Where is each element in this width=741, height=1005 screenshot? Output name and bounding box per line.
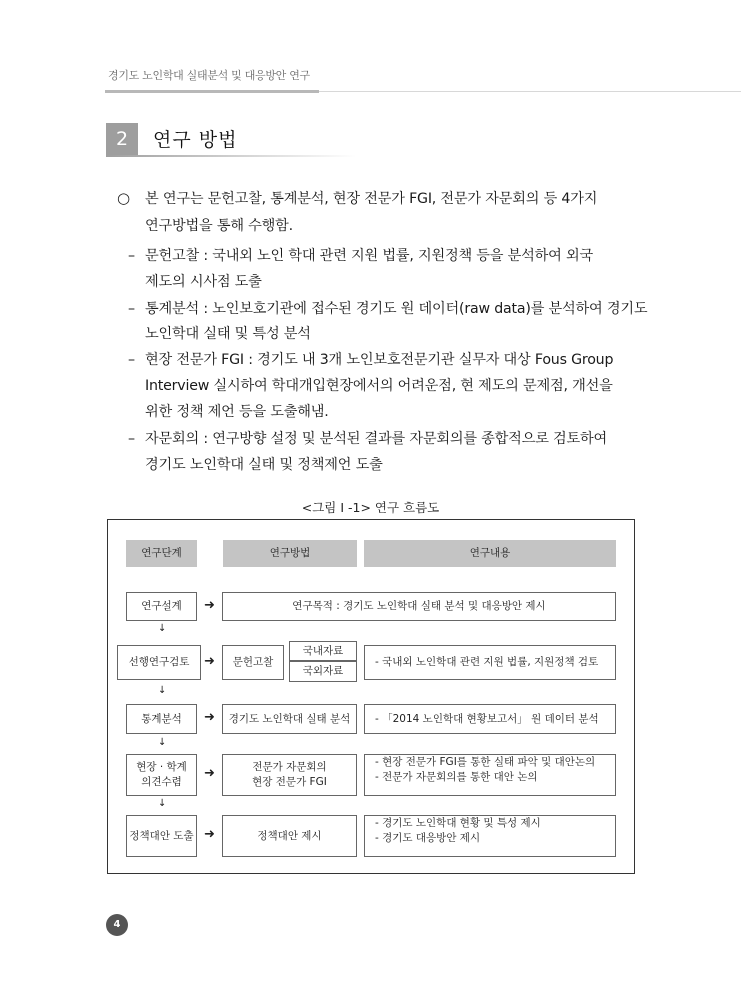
dash-bullet-icon: –: [128, 301, 136, 317]
stage-opinion-line-2: 의견수렴: [141, 776, 182, 788]
stage-research-design: 연구설계: [126, 592, 197, 621]
arrow-down-icon: ↓: [158, 685, 167, 696]
content-raw-data-analysis: - 「2014 노인학대 현황보고서」 원 데이터 분석: [364, 704, 616, 734]
content-literature-review: - 국내외 노인학대 관련 지원 법률, 지원정책 검토: [364, 645, 616, 680]
running-header: 경기도 노인학대 실태분석 및 대응방안 연구: [108, 69, 310, 82]
figure-caption: <그림 Ⅰ -1> 연구 흐름도: [301, 500, 440, 515]
arrow-right-icon: ➜: [204, 766, 215, 781]
header-rule: [105, 90, 319, 93]
content-expert-discussion: [364, 754, 616, 796]
page-number-badge: 4: [106, 914, 128, 936]
item-fgi-line-3: 위한 정책 제언 등을 도출해냄.: [145, 404, 329, 420]
arrow-down-icon: ↓: [158, 798, 167, 809]
stage-statistics: 통계분석: [126, 704, 197, 734]
item-advisory-line-1: 자문회의 : 연구방향 설정 및 분석된 결과를 자문회의를 종합적으로 검토하여: [145, 431, 608, 447]
method-expert-fgi: [222, 754, 357, 796]
dash-bullet-icon: –: [128, 352, 136, 368]
method-expert-line-2: 현장 전문가 FGI: [252, 776, 327, 788]
intro-line-1: 본 연구는 문헌고찰, 통계분석, 현장 전문가 FGI, 전문가 자문회의 등 4가지: [145, 191, 598, 207]
arrow-right-icon: ➜: [204, 827, 215, 842]
item-advisory-line-2: 경기도 노인학대 실태 및 정책제언 도출: [145, 457, 383, 473]
method-domestic-sources: 국내자료: [289, 641, 357, 661]
method-literature-review: 문헌고찰: [222, 645, 284, 680]
header-stage: 연구단계: [126, 540, 197, 567]
stage-policy-alternatives: 정책대안 도출: [126, 815, 197, 857]
header-rule-light: [319, 91, 741, 92]
method-policy-proposal: 정책대안 제시: [222, 815, 357, 857]
method-expert-line-1: 전문가 자문회의: [252, 761, 327, 773]
stage-prior-research: 선행연구검토: [117, 645, 201, 680]
circle-bullet-icon: ○: [117, 189, 131, 207]
item-statistics-line-1: 통계분석 : 노인보호기관에 접수된 경기도 원 데이터(raw data)를 분석하여 경기도: [145, 301, 648, 317]
section-title: 연구 방법: [153, 129, 238, 151]
item-fgi-line-2: Interview 실시하여 학대개입현장에서의 어려운점, 현 제도의 문제점, 개선을: [145, 378, 613, 394]
content-policy-line-2: - 경기도 대응방안 제시: [375, 832, 481, 844]
section-underline: [106, 155, 356, 157]
arrow-right-icon: ➜: [204, 654, 215, 669]
method-abuse-analysis: 경기도 노인학대 실태 분석: [222, 704, 357, 734]
item-fgi-line-1: 현장 전문가 FGI : 경기도 내 3개 노인보호전문기관 실무자 대상 Fous Group: [145, 352, 614, 368]
research-flow-diagram: [107, 519, 635, 874]
arrow-down-icon: ↓: [158, 737, 167, 748]
content-policy-line-1: - 경기도 노인학대 현황 및 특성 제시: [375, 817, 541, 829]
arrow-right-icon: ➜: [204, 598, 215, 613]
stage-opinion-gathering: [126, 754, 197, 796]
header-content: 연구내용: [364, 540, 616, 567]
content-expert-line-2: - 전문가 자문회의를 통한 대안 논의: [375, 771, 538, 783]
dash-bullet-icon: –: [128, 248, 136, 264]
item-literature-line-1: 문헌고찰 : 국내외 노인 학대 관련 지원 법률, 지원정책 등을 분석하여 외국: [145, 248, 593, 264]
intro-line-2: 연구방법을 통해 수행함.: [145, 218, 293, 234]
method-foreign-sources: 국외자료: [289, 661, 357, 682]
item-statistics-line-2: 노인학대 실태 및 특성 분석: [145, 326, 311, 342]
arrow-right-icon: ➜: [204, 710, 215, 725]
content-expert-line-1: - 현장 전문가 FGI를 통한 실태 파악 및 대안논의: [375, 756, 596, 768]
stage-opinion-line-1: 현장 · 학계: [136, 761, 187, 773]
item-literature-line-2: 제도의 시사점 도출: [145, 274, 262, 290]
dash-bullet-icon: –: [128, 431, 136, 447]
content-research-purpose: 연구목적 : 경기도 노인학대 실태 분석 및 대응방안 제시: [222, 592, 616, 621]
arrow-down-icon: ↓: [158, 623, 167, 634]
section-number: 2: [106, 123, 138, 155]
header-method: 연구방법: [223, 540, 357, 567]
content-policy-proposal: [364, 815, 616, 857]
